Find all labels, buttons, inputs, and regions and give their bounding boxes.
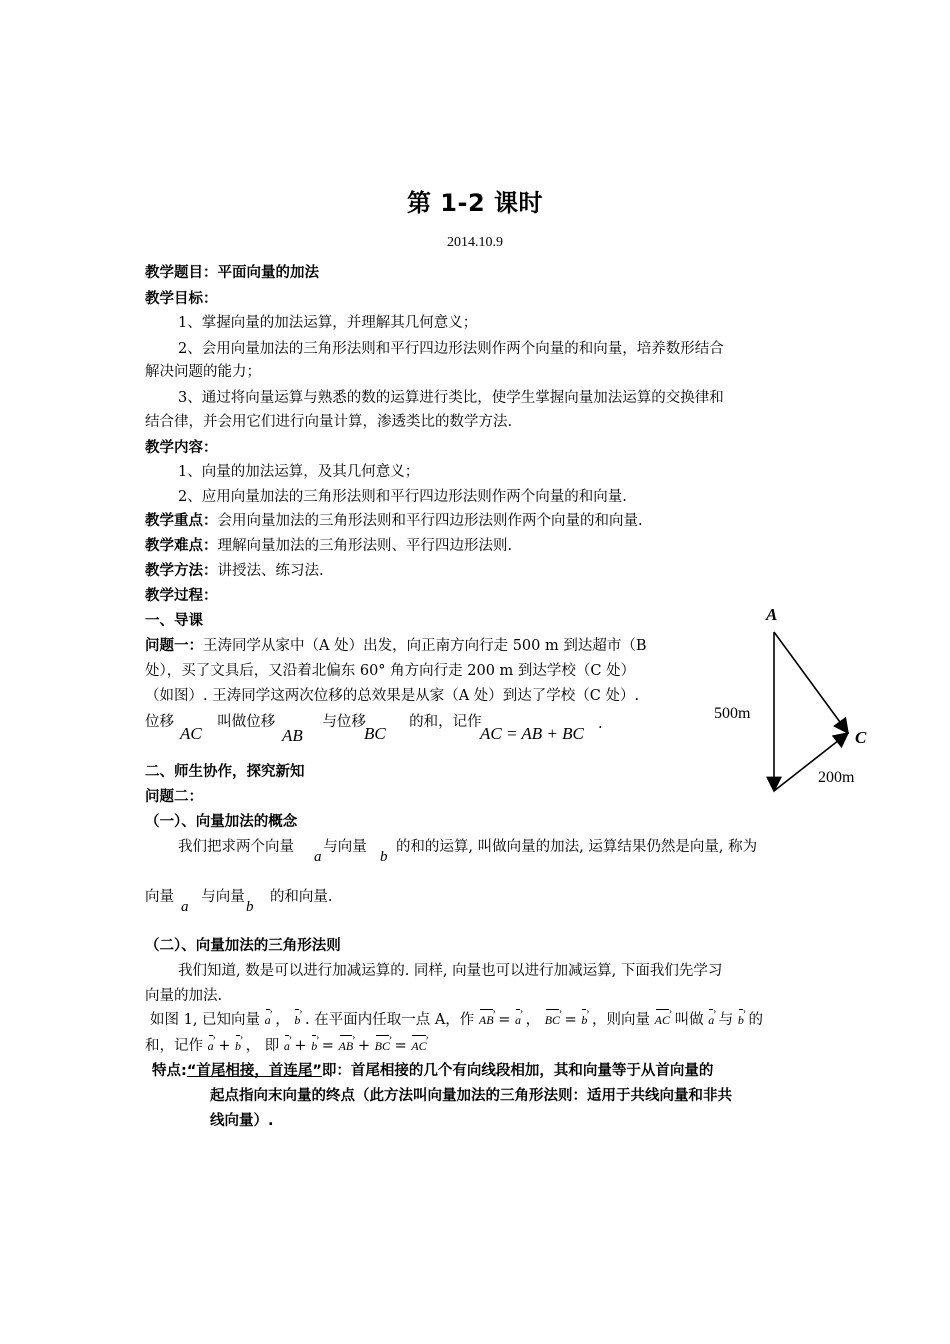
- text-fragment: 与向量: [323, 839, 367, 855]
- method-value: 讲授法、练习法.: [217, 563, 324, 579]
- goal-item: 结合律，并会用它们进行向量计算，渗透类比的数学方法.: [145, 414, 513, 430]
- vector-AC: AC ›: [411, 1036, 426, 1056]
- length-200m-label: 200m: [818, 769, 855, 786]
- feature-line3: 线向量）.: [210, 1113, 274, 1129]
- text-fragment: +: [294, 1038, 307, 1054]
- text-fragment: ，: [525, 1012, 541, 1028]
- key-point-value: 会用向量加法的三角形法则和平行四边形法则作两个向量的和向量.: [217, 513, 643, 529]
- vector-b: b ›: [235, 1036, 241, 1056]
- date: 2014.10.9: [447, 235, 503, 250]
- key-point-line: [145, 511, 643, 531]
- text-fragment: . 在平面内任取一点 A，作: [305, 1012, 475, 1028]
- length-500m-label: 500m: [714, 705, 751, 722]
- equation-vector-sum: AC = AB + BC: [480, 724, 584, 743]
- text-fragment: 的和，记作: [409, 714, 482, 730]
- method-label: 教学方法：: [145, 563, 218, 579]
- problem1-text: 王涛同学从家中（A 处）出发，向正南方向行走 500 m 到达超市（B: [203, 638, 647, 654]
- problem1-label: 问题一：: [145, 638, 203, 654]
- vector-b: b ›: [738, 1010, 744, 1030]
- feature-key-phrase: “首尾相接，首连尾”: [186, 1063, 322, 1079]
- difficulty-line: [145, 536, 512, 556]
- goal-item: 解决问题的能力；: [145, 364, 261, 380]
- key-point-label: 教学重点：: [145, 513, 218, 529]
- vector-a: a ›: [208, 1036, 214, 1056]
- vector-b: b: [246, 899, 254, 915]
- vector-AB: AB ›: [479, 1010, 494, 1030]
- vector-AB: AB: [282, 726, 303, 745]
- topic-line: [145, 263, 319, 283]
- vector-ac-line: [774, 632, 848, 733]
- page-title: 第 1-2 课时: [406, 189, 544, 217]
- topic-label: 教学题目：: [145, 265, 218, 281]
- concept-line2: [145, 887, 333, 907]
- text-fragment: 的和向量.: [269, 889, 333, 905]
- vector-BC: BC ›: [375, 1036, 390, 1056]
- text-fragment: +: [357, 1038, 370, 1054]
- text-fragment: 叫做位移: [217, 714, 276, 730]
- content-item: 1、向量的加法运算，及其几何意义；: [178, 464, 420, 480]
- feature-line2: 起点指向末向量的终点（此方法叫向量加法的三角形法则：适用于共线向量和非共: [210, 1088, 732, 1104]
- point-A-label: A: [766, 605, 778, 624]
- triangle-rule-line4: [145, 1036, 427, 1056]
- concept-line1: [178, 837, 757, 857]
- text-fragment: 向量: [145, 889, 174, 905]
- problem2-label: 问题二：: [145, 789, 203, 805]
- content-item: 2、应用向量加法的三角形法则和平行四边形法则作两个向量的和向量.: [178, 489, 627, 505]
- text-fragment: =: [498, 1012, 511, 1028]
- process-label: 教学过程：: [145, 588, 218, 604]
- text-fragment: 的: [748, 1012, 764, 1028]
- vector-a: a ›: [708, 1010, 714, 1030]
- text-fragment: ，: [275, 1012, 290, 1028]
- section2-heading: 二、师生协作，探究新知: [145, 764, 305, 780]
- vector-AC: AC: [180, 724, 202, 743]
- method-line: [145, 561, 324, 581]
- text-fragment: 与位移: [322, 714, 366, 730]
- vector-b: b ›: [294, 1010, 300, 1030]
- vector-BC: BC: [364, 724, 386, 743]
- goals-label: 教学目标：: [145, 291, 218, 307]
- text-fragment: 位移: [145, 714, 174, 730]
- text-fragment: ， 即: [245, 1038, 280, 1054]
- triangle-rule-line2: 向量的加法.: [145, 988, 223, 1004]
- subsection-concept: （一）、向量加法的概念: [145, 814, 298, 830]
- vector-BC: BC ›: [545, 1010, 560, 1030]
- topic-value: 平面向量的加法: [217, 265, 319, 281]
- triangle-rule-line1: 我们知道, 数是可以进行加减运算的. 同样, 向量也可以进行加减运算, 下面我们先学习: [178, 963, 723, 979]
- displacement-triangle-figure: [700, 600, 900, 800]
- point-C-label: C: [855, 728, 867, 747]
- text-fragment: 的和的运算, 叫做向量的加法, 运算结果仍然是向量, 称为: [395, 839, 758, 855]
- text-fragment: 与向量: [201, 889, 245, 905]
- vector-b: b: [380, 849, 388, 865]
- text-fragment: 如图 1, 已知向量: [150, 1012, 261, 1028]
- goal-item: 2、会用向量加法的三角形法则和平行四边形法则作两个向量的和向量，培养数形结合: [178, 341, 724, 357]
- section1-heading: 一、导课: [145, 613, 203, 629]
- vector-AB: AB ›: [339, 1036, 354, 1056]
- text-fragment: ，则向量: [592, 1012, 651, 1028]
- vector-a: a ›: [265, 1010, 271, 1030]
- text-fragment: 即：首尾相接的几个有向线段相加，其和向量等于从首向量的: [321, 1063, 714, 1079]
- text-fragment: =: [394, 1038, 407, 1054]
- vector-b: b ›: [581, 1010, 587, 1030]
- vector-b: b ›: [311, 1036, 317, 1056]
- difficulty-label: 教学难点：: [145, 538, 218, 554]
- equation-period: .: [598, 716, 603, 732]
- vector-a: a: [314, 849, 322, 865]
- text-fragment: 叫做: [674, 1012, 704, 1028]
- difficulty-value: 理解向量加法的三角形法则、平行四边形法则.: [217, 538, 513, 554]
- vector-AC: AC ›: [655, 1010, 670, 1030]
- problem1-line: [145, 636, 647, 656]
- content-label: 教学内容：: [145, 440, 218, 456]
- vector-a: a: [181, 899, 189, 915]
- text-fragment: 和，记作: [145, 1038, 203, 1054]
- text-fragment: +: [218, 1038, 231, 1054]
- problem1-line3: （如图）. 王涛同学这两次位移的总效果是从家（A 处）到达了学校（C 处）.: [145, 688, 640, 704]
- vector-a: a ›: [515, 1010, 521, 1030]
- feature-line1: [152, 1061, 713, 1081]
- text-fragment: =: [321, 1038, 334, 1054]
- text-fragment: =: [564, 1012, 577, 1028]
- problem1-line2: 处），买了文具后，又沿着北偏东 60° 角方向行走 200 m 到达学校（C 处）: [145, 663, 636, 679]
- goal-item: 1、掌握向量的加法运算，并理解其几何意义；: [178, 315, 478, 331]
- text-fragment: 我们把求两个向量: [178, 839, 294, 855]
- goal-item: 3、通过将向量运算与熟悉的数的运算进行类比，使学生掌握向量加法运算的交换律和: [178, 390, 724, 406]
- subsection-triangle-rule: （二）、向量加法的三角形法则: [145, 938, 341, 954]
- text-fragment: 与: [718, 1012, 734, 1028]
- vector-a: a ›: [284, 1036, 290, 1056]
- feature-label: 特点:: [152, 1063, 187, 1079]
